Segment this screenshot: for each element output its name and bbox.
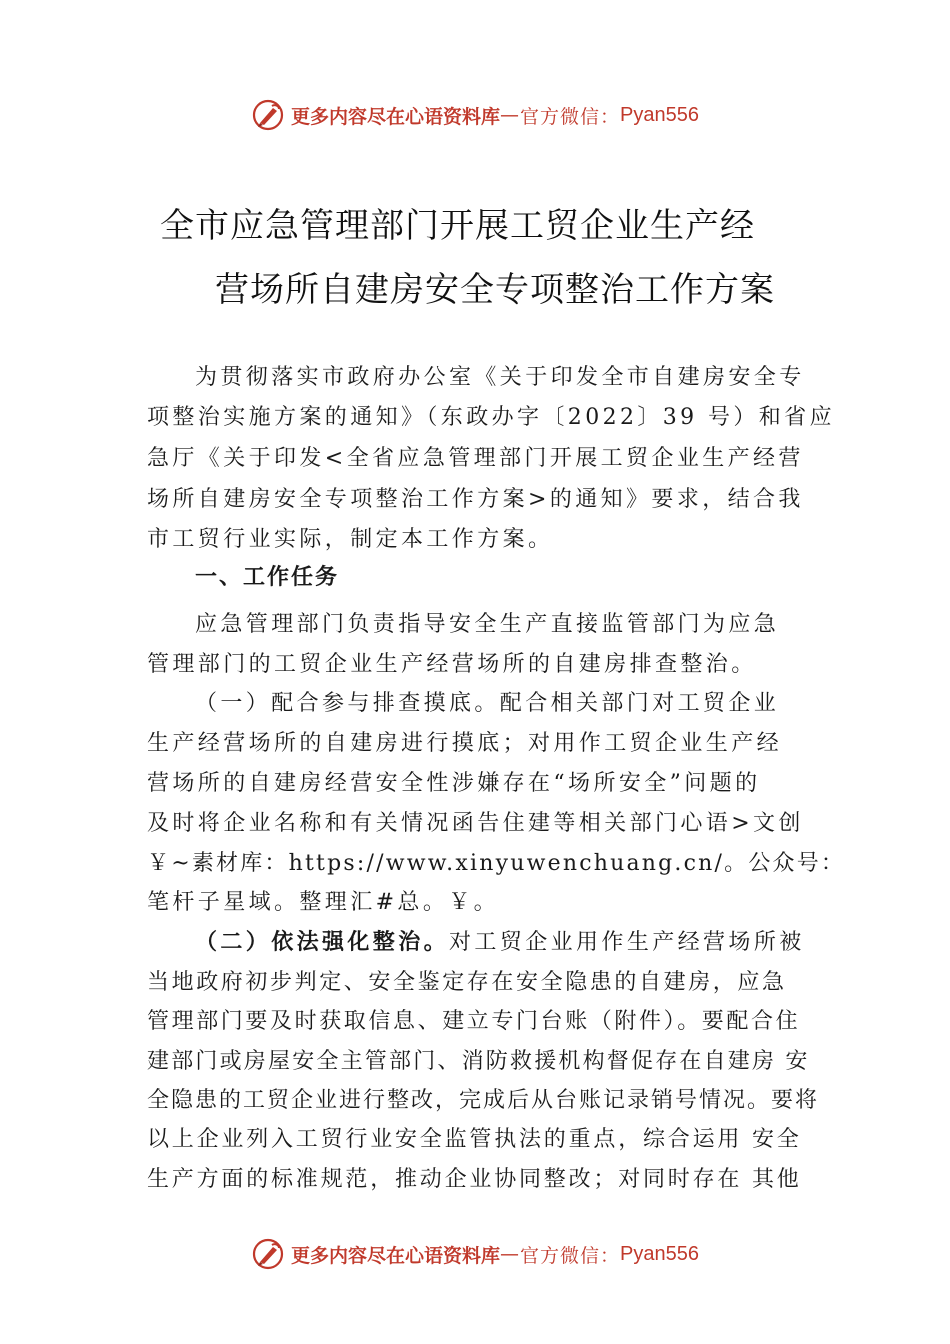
- item1-line-4: 及时将企业名称和有关情况函告住建等相关部门心语>文创: [147, 811, 804, 836]
- banner-wechat-id: Pyan556: [620, 103, 699, 126]
- footer-banner: [0, 1234, 950, 1274]
- banner-dash: —: [500, 104, 521, 126]
- banner-wechat-label: 官方微信：: [520, 1244, 621, 1267]
- item1-line-1: （一）配合参与排查摸底。配合相关部门对工贸企业: [195, 691, 780, 716]
- banner-library-text: 更多内容尽在心语资料库: [291, 1244, 501, 1267]
- pen-logo-icon: [251, 1237, 285, 1271]
- item2-line-5: 全隐患的工贸企业进行整改，完成后从台账记录销号情况。要将: [147, 1088, 820, 1113]
- item2-line-3: 管理部门要及时获取信息、建立专门台账（附件）。要配合住: [147, 1009, 801, 1034]
- item2-line-1: [195, 925, 805, 956]
- section-heading-work-tasks: 一、工作任务: [195, 565, 340, 590]
- intro-line-3: 急厅《关于印发<全省应急管理部门开展工贸企业生产经营: [147, 446, 804, 471]
- item1-line-5: ￥~素材库：https://www.xinyuwenchuang.cn/。公众号：: [147, 851, 846, 876]
- intro-line-1: 为贯彻落实市政府办公室《关于印发全市自建房安全专: [195, 365, 805, 390]
- item2-line-7: 生产方面的标准规范，推动企业协同整改；对同时存在 其他: [147, 1167, 802, 1192]
- item1-line-2: 生产经营场所的自建房进行摸底；对用作工贸企业生产经: [147, 731, 783, 756]
- document-title-line-1: 全市应急管理部门开展工贸企业生产经: [160, 206, 755, 246]
- item2-line-2: 当地政府初步判定、安全鉴定存在安全隐患的自建房，应急: [147, 970, 787, 995]
- item2-line-6: 以上企业列入工贸行业安全监管执法的重点，综合运用 安全: [147, 1127, 802, 1152]
- document-title-line-2: 营场所自建房安全专项整治工作方案: [215, 270, 775, 310]
- item2-line-4: 建部门或房屋安全主管部门、消防救援机构督促存在自建房 安: [147, 1049, 810, 1074]
- intro-line-4: 场所自建房安全专项整治工作方案>的通知》要求，结合我: [147, 487, 804, 512]
- banner-dash: —: [500, 1243, 521, 1265]
- header-banner: [0, 95, 950, 135]
- banner-wechat-id: Pyan556: [620, 1242, 699, 1265]
- section-p1-line-1: 应急管理部门负责指导安全生产直接监管部门为应急: [195, 612, 780, 637]
- banner-wechat-label: 官方微信：: [520, 105, 621, 128]
- item1-line-3: 营场所的自建房经营安全性涉嫌存在“场所安全”问题的: [147, 771, 761, 796]
- item2-bold-label: （二）依法强化整治。: [195, 929, 450, 955]
- banner-library-text: 更多内容尽在心语资料库: [291, 105, 501, 128]
- section-p1-line-2: 管理部门的工贸企业生产经营场所的自建房排查整治。: [147, 652, 757, 677]
- item1-line-6: 笔杆子星域。整理汇#总。￥。: [147, 890, 500, 915]
- item2-line-1-rest: 对工贸企业用作生产经营场所被: [449, 930, 805, 955]
- pen-logo-icon: [251, 98, 285, 132]
- intro-line-5: 市工贸行业实际，制定本工作方案。: [147, 527, 554, 552]
- intro-line-2: 项整治实施方案的通知》（东政办字〔2022〕39 号）和省应: [147, 405, 835, 430]
